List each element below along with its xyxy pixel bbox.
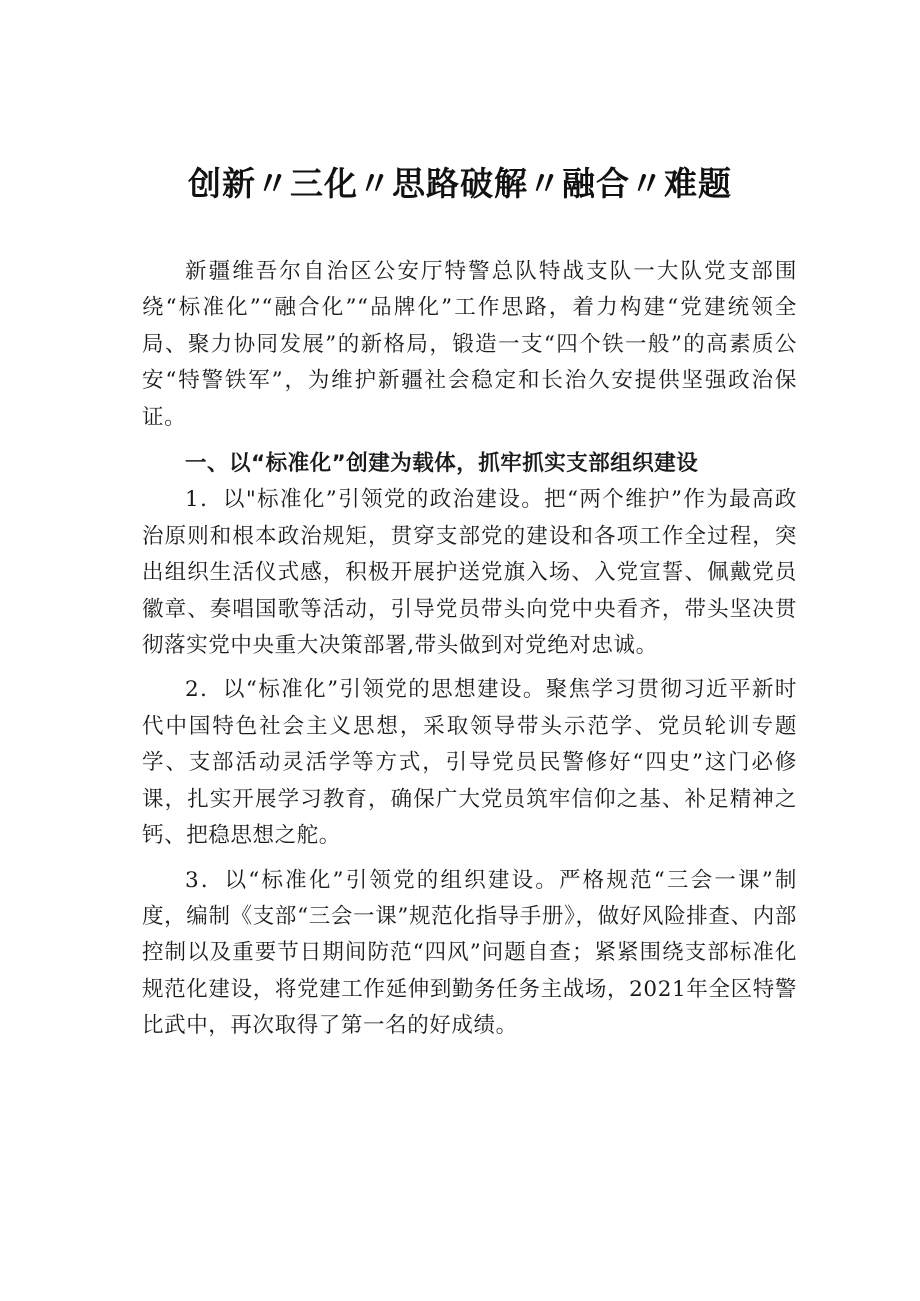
item-paragraph-3: 3．以“标准化”引领党的组织建设。严格规范“三会一课”制度，编制《支部“三会一课”规范化指导手册》，做好风险排查、内部控制以及重要节日期间防范“四风”问题自查；紧紧围绕支部标准化规范化建设，将党建工作延伸到勤务任务主战场，2021年全区特警比武中，再次取得了第一名的好成绩。 <box>142 867 797 1039</box>
intro-paragraph: 新疆维吾尔自治区公安厅特警总队特战支队一大队党支部围绕“标准化”“融合化”“品牌化”工作思路，着力构建“党建统领全局、聚力协同发展”的新格局，锻造一支“四个铁一般”的高素质公安“特警铁军”，为维护新疆社会稳定和长治久安提供坚强政治保证。 <box>142 259 797 430</box>
paragraph-gap <box>142 664 797 672</box>
section-heading: 一、以“标准化”创建为载体，抓牢抓实支部组织建设 <box>185 451 699 477</box>
document-body <box>142 254 797 1045</box>
item-paragraph-2: 2．以“标准化”引领党的思想建设。聚焦学习贯彻习近平新时代中国特色社会主义思想，采取领导带头示范学、党员轮训专题学、支部活动灵活学等方式，引导党员民警修好“四史”这门必修课，扎实开展学习教育，确保广大党员筑牢信仰之基、补足精神之钙、把稳思想之舵。 <box>142 677 797 849</box>
document-title: 创新〃三化〃思路破解〃融合〃难题 <box>188 164 732 203</box>
item-paragraph-1: 1．以"标准化”引领党的政治建设。把“两个维护”作为最高政治原则和根本政治规矩，贯穿支部党的建设和各项工作全过程，突出组织生活仪式感，积极开展护送党旗入场、入党宣誓、佩戴党员徽章、奏唱国歌等活动，引导党员带头向党中央看齐，带头坚决贯彻落实党中央重大决策部署,带头做到对党绝对忠诚。 <box>142 487 797 659</box>
paragraph-gap <box>142 436 797 444</box>
paragraph-gap <box>142 855 797 863</box>
